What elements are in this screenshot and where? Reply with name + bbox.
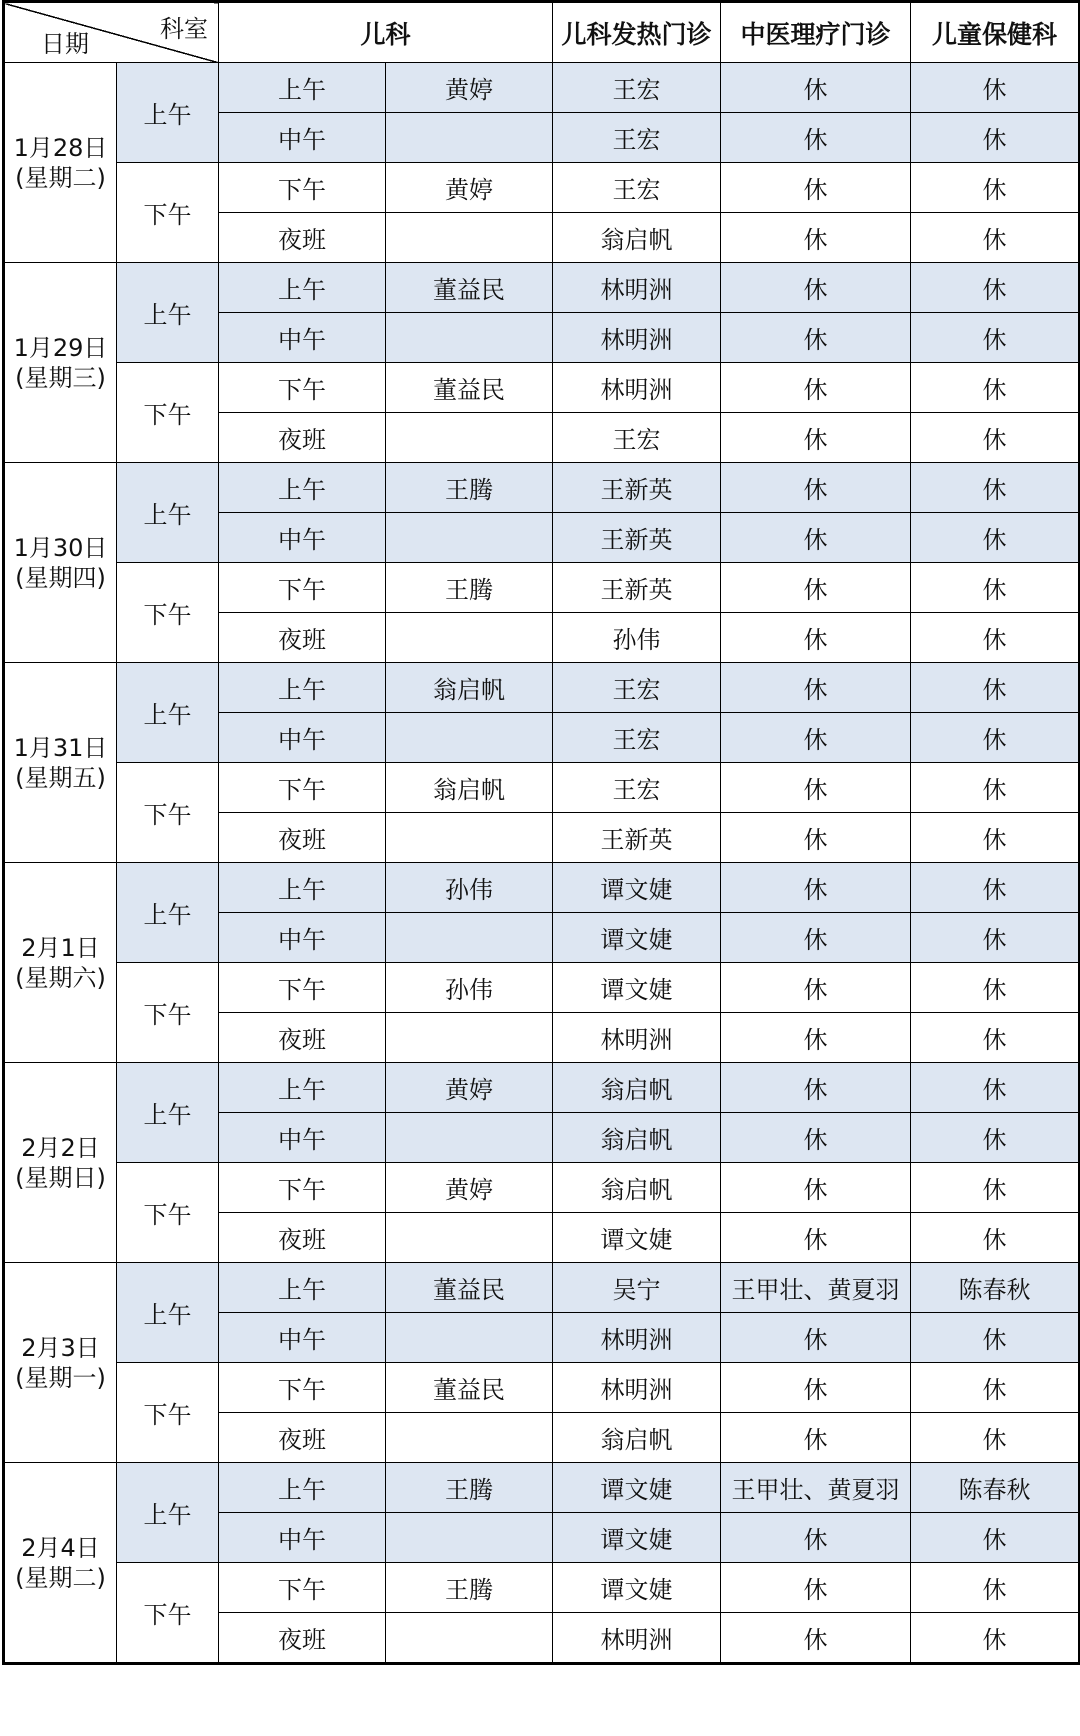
date-cell [4, 863, 117, 1063]
table-row [4, 563, 1080, 613]
pediatrics-doctor-cell [386, 1513, 553, 1563]
pediatrics-doctor-cell: 黄婷 [386, 1163, 553, 1213]
child-health-cell: 休 [911, 113, 1080, 163]
fever-clinic-doctor-cell: 王新英 [553, 563, 721, 613]
child-health-cell: 休 [911, 463, 1080, 513]
duty-schedule-table [2, 0, 1080, 1665]
half-day-cell: 上午 [117, 263, 219, 363]
child-health-cell: 休 [911, 1513, 1080, 1563]
fever-clinic-doctor-cell: 谭文婕 [553, 863, 721, 913]
table-row [4, 363, 1080, 413]
fever-clinic-doctor-cell: 翁启帆 [553, 1163, 721, 1213]
child-health-cell: 休 [911, 313, 1080, 363]
child-health-cell: 休 [911, 613, 1080, 663]
pediatrics-doctor-cell: 王腾 [386, 1563, 553, 1613]
col-header-pediatrics: 儿科 [219, 2, 553, 63]
date-label: 1月29日 [13, 333, 108, 362]
fever-clinic-doctor-cell: 林明洲 [553, 313, 721, 363]
child-health-cell: 休 [911, 1213, 1080, 1263]
date-label: 1月28日 [13, 133, 108, 162]
table-row [4, 63, 1080, 113]
date-label: 2月2日 [21, 1133, 100, 1162]
half-day-cell: 上午 [117, 463, 219, 563]
weekday-label: (星期日) [15, 1163, 106, 1192]
slot-cell: 上午 [219, 663, 386, 713]
table-row [4, 1163, 1080, 1213]
child-health-cell: 休 [911, 1163, 1080, 1213]
weekday-label: (星期二) [15, 1563, 106, 1592]
slot-cell: 下午 [219, 763, 386, 813]
table-row [4, 1263, 1080, 1313]
pediatrics-doctor-cell [386, 213, 553, 263]
child-health-cell: 休 [911, 1613, 1080, 1664]
slot-cell: 中午 [219, 513, 386, 563]
slot-cell: 下午 [219, 563, 386, 613]
tcm-therapy-cell: 休 [721, 1113, 911, 1163]
pediatrics-doctor-cell [386, 1213, 553, 1263]
fever-clinic-doctor-cell: 王新英 [553, 463, 721, 513]
fever-clinic-doctor-cell: 翁启帆 [553, 1113, 721, 1163]
slot-cell: 上午 [219, 263, 386, 313]
date-cell [4, 463, 117, 663]
tcm-therapy-cell: 休 [721, 1513, 911, 1563]
fever-clinic-doctor-cell: 翁启帆 [553, 213, 721, 263]
date-cell [4, 1063, 117, 1263]
fever-clinic-doctor-cell: 王新英 [553, 513, 721, 563]
corner-date-label: 日期 [41, 30, 89, 58]
fever-clinic-doctor-cell: 林明洲 [553, 363, 721, 413]
child-health-cell: 休 [911, 363, 1080, 413]
tcm-therapy-cell: 休 [721, 663, 911, 713]
slot-cell: 中午 [219, 1313, 386, 1363]
slot-cell: 夜班 [219, 813, 386, 863]
slot-cell: 上午 [219, 1063, 386, 1113]
half-day-cell: 上午 [117, 663, 219, 763]
pediatrics-doctor-cell [386, 1113, 553, 1163]
tcm-therapy-cell: 休 [721, 313, 911, 363]
slot-cell: 下午 [219, 163, 386, 213]
fever-clinic-doctor-cell: 林明洲 [553, 1013, 721, 1063]
weekday-label: (星期一) [15, 1363, 106, 1392]
tcm-therapy-cell: 休 [721, 1613, 911, 1664]
tcm-therapy-cell: 休 [721, 1013, 911, 1063]
tcm-therapy-cell: 休 [721, 413, 911, 463]
child-health-cell: 休 [911, 913, 1080, 963]
pediatrics-doctor-cell: 董益民 [386, 1263, 553, 1313]
date-label: 2月4日 [21, 1533, 100, 1562]
tcm-therapy-cell: 休 [721, 563, 911, 613]
tcm-therapy-cell: 休 [721, 813, 911, 863]
tcm-therapy-cell: 休 [721, 1413, 911, 1463]
pediatrics-doctor-cell: 黄婷 [386, 1063, 553, 1113]
table-row [4, 963, 1080, 1013]
fever-clinic-doctor-cell: 王宏 [553, 663, 721, 713]
table-row [4, 1463, 1080, 1513]
child-health-cell: 休 [911, 713, 1080, 763]
fever-clinic-doctor-cell: 谭文婕 [553, 1463, 721, 1513]
header-row [4, 2, 1080, 63]
half-day-cell: 上午 [117, 1463, 219, 1563]
pediatrics-doctor-cell: 黄婷 [386, 163, 553, 213]
half-day-cell: 下午 [117, 563, 219, 663]
slot-cell: 中午 [219, 913, 386, 963]
child-health-cell: 休 [911, 763, 1080, 813]
child-health-cell: 休 [911, 663, 1080, 713]
child-health-cell: 休 [911, 863, 1080, 913]
pediatrics-doctor-cell [386, 113, 553, 163]
half-day-cell: 下午 [117, 363, 219, 463]
child-health-cell: 陈春秋 [911, 1263, 1080, 1313]
table-row [4, 863, 1080, 913]
fever-clinic-doctor-cell: 林明洲 [553, 1613, 721, 1664]
slot-cell: 下午 [219, 963, 386, 1013]
slot-cell: 下午 [219, 1563, 386, 1613]
tcm-therapy-cell: 休 [721, 1363, 911, 1413]
slot-cell: 夜班 [219, 1213, 386, 1263]
tcm-therapy-cell: 王甲壮、黄夏羽 [721, 1463, 911, 1513]
pediatrics-doctor-cell: 王腾 [386, 463, 553, 513]
child-health-cell: 休 [911, 1013, 1080, 1063]
pediatrics-doctor-cell: 董益民 [386, 1363, 553, 1413]
schedule-body [4, 63, 1080, 1664]
weekday-label: (星期三) [15, 363, 106, 392]
weekday-label: (星期六) [15, 963, 106, 992]
tcm-therapy-cell: 休 [721, 1063, 911, 1113]
child-health-cell: 休 [911, 263, 1080, 313]
child-health-cell: 休 [911, 213, 1080, 263]
fever-clinic-doctor-cell: 林明洲 [553, 263, 721, 313]
tcm-therapy-cell: 休 [721, 463, 911, 513]
fever-clinic-doctor-cell: 孙伟 [553, 613, 721, 663]
fever-clinic-doctor-cell: 王宏 [553, 763, 721, 813]
tcm-therapy-cell: 休 [721, 163, 911, 213]
half-day-cell: 下午 [117, 1563, 219, 1664]
tcm-therapy-cell: 休 [721, 1163, 911, 1213]
fever-clinic-doctor-cell: 翁启帆 [553, 1413, 721, 1463]
col-header-tcm-therapy: 中医理疗门诊 [721, 2, 911, 63]
date-cell [4, 263, 117, 463]
pediatrics-doctor-cell: 翁启帆 [386, 663, 553, 713]
tcm-therapy-cell: 休 [721, 263, 911, 313]
weekday-label: (星期五) [15, 763, 106, 792]
fever-clinic-doctor-cell: 王宏 [553, 163, 721, 213]
fever-clinic-doctor-cell: 林明洲 [553, 1363, 721, 1413]
table-row [4, 1363, 1080, 1413]
half-day-cell: 下午 [117, 1363, 219, 1463]
child-health-cell: 休 [911, 1063, 1080, 1113]
child-health-cell: 休 [911, 513, 1080, 563]
fever-clinic-doctor-cell: 王新英 [553, 813, 721, 863]
tcm-therapy-cell: 休 [721, 363, 911, 413]
slot-cell: 夜班 [219, 413, 386, 463]
slot-cell: 上午 [219, 863, 386, 913]
tcm-therapy-cell: 休 [721, 513, 911, 563]
child-health-cell: 休 [911, 813, 1080, 863]
table-row [4, 263, 1080, 313]
fever-clinic-doctor-cell: 王宏 [553, 113, 721, 163]
weekday-label: (星期四) [15, 563, 106, 592]
date-label: 1月30日 [13, 533, 108, 562]
child-health-cell: 休 [911, 563, 1080, 613]
slot-cell: 上午 [219, 63, 386, 113]
pediatrics-doctor-cell [386, 1313, 553, 1363]
fever-clinic-doctor-cell: 谭文婕 [553, 1513, 721, 1563]
pediatrics-doctor-cell [386, 1013, 553, 1063]
col-header-child-health: 儿童保健科 [911, 2, 1080, 63]
corner-dept-label: 科室 [160, 15, 208, 43]
slot-cell: 中午 [219, 1113, 386, 1163]
tcm-therapy-cell: 休 [721, 963, 911, 1013]
table-row [4, 1563, 1080, 1613]
slot-cell: 下午 [219, 363, 386, 413]
slot-cell: 中午 [219, 1513, 386, 1563]
tcm-therapy-cell: 休 [721, 913, 911, 963]
fever-clinic-doctor-cell: 王宏 [553, 63, 721, 113]
pediatrics-doctor-cell: 孙伟 [386, 963, 553, 1013]
half-day-cell: 下午 [117, 163, 219, 263]
child-health-cell: 休 [911, 63, 1080, 113]
fever-clinic-doctor-cell: 谭文婕 [553, 963, 721, 1013]
slot-cell: 上午 [219, 463, 386, 513]
slot-cell: 夜班 [219, 213, 386, 263]
half-day-cell: 下午 [117, 963, 219, 1063]
pediatrics-doctor-cell: 黄婷 [386, 63, 553, 113]
table-row [4, 763, 1080, 813]
tcm-therapy-cell: 王甲壮、黄夏羽 [721, 1263, 911, 1313]
slot-cell: 中午 [219, 313, 386, 363]
table-row [4, 663, 1080, 713]
pediatrics-doctor-cell: 王腾 [386, 1463, 553, 1513]
pediatrics-doctor-cell: 孙伟 [386, 863, 553, 913]
half-day-cell: 上午 [117, 1063, 219, 1163]
pediatrics-doctor-cell [386, 413, 553, 463]
pediatrics-doctor-cell [386, 813, 553, 863]
fever-clinic-doctor-cell: 谭文婕 [553, 1213, 721, 1263]
child-health-cell: 休 [911, 413, 1080, 463]
pediatrics-doctor-cell: 翁启帆 [386, 763, 553, 813]
pediatrics-doctor-cell: 王腾 [386, 563, 553, 613]
col-header-fever-clinic: 儿科发热门诊 [553, 2, 721, 63]
table-row [4, 1063, 1080, 1113]
slot-cell: 上午 [219, 1463, 386, 1513]
pediatrics-doctor-cell [386, 613, 553, 663]
table-row [4, 163, 1080, 213]
child-health-cell: 休 [911, 1113, 1080, 1163]
fever-clinic-doctor-cell: 吴宁 [553, 1263, 721, 1313]
fever-clinic-doctor-cell: 谭文婕 [553, 913, 721, 963]
slot-cell: 夜班 [219, 1013, 386, 1063]
half-day-cell: 上午 [117, 863, 219, 963]
half-day-cell: 上午 [117, 63, 219, 163]
tcm-therapy-cell: 休 [721, 763, 911, 813]
child-health-cell: 休 [911, 1413, 1080, 1463]
tcm-therapy-cell: 休 [721, 713, 911, 763]
date-cell [4, 663, 117, 863]
child-health-cell: 休 [911, 963, 1080, 1013]
weekday-label: (星期二) [15, 163, 106, 192]
pediatrics-doctor-cell [386, 713, 553, 763]
slot-cell: 下午 [219, 1163, 386, 1213]
corner-header [4, 2, 219, 63]
table-row [4, 463, 1080, 513]
slot-cell: 夜班 [219, 1613, 386, 1664]
date-cell [4, 63, 117, 263]
slot-cell: 中午 [219, 113, 386, 163]
tcm-therapy-cell: 休 [721, 613, 911, 663]
pediatrics-doctor-cell [386, 913, 553, 963]
tcm-therapy-cell: 休 [721, 1213, 911, 1263]
date-label: 2月1日 [21, 933, 100, 962]
half-day-cell: 上午 [117, 1263, 219, 1363]
pediatrics-doctor-cell [386, 1613, 553, 1664]
date-label: 2月3日 [21, 1333, 100, 1362]
fever-clinic-doctor-cell: 林明洲 [553, 1313, 721, 1363]
pediatrics-doctor-cell: 董益民 [386, 363, 553, 413]
tcm-therapy-cell: 休 [721, 63, 911, 113]
child-health-cell: 陈春秋 [911, 1463, 1080, 1513]
half-day-cell: 下午 [117, 1163, 219, 1263]
pediatrics-doctor-cell: 董益民 [386, 263, 553, 313]
pediatrics-doctor-cell [386, 513, 553, 563]
slot-cell: 夜班 [219, 1413, 386, 1463]
tcm-therapy-cell: 休 [721, 863, 911, 913]
date-cell [4, 1263, 117, 1463]
slot-cell: 夜班 [219, 613, 386, 663]
child-health-cell: 休 [911, 1363, 1080, 1413]
tcm-therapy-cell: 休 [721, 113, 911, 163]
slot-cell: 下午 [219, 1363, 386, 1413]
child-health-cell: 休 [911, 163, 1080, 213]
tcm-therapy-cell: 休 [721, 213, 911, 263]
slot-cell: 上午 [219, 1263, 386, 1313]
pediatrics-doctor-cell [386, 313, 553, 363]
slot-cell: 中午 [219, 713, 386, 763]
tcm-therapy-cell: 休 [721, 1563, 911, 1613]
tcm-therapy-cell: 休 [721, 1313, 911, 1363]
date-cell [4, 1463, 117, 1664]
child-health-cell: 休 [911, 1313, 1080, 1363]
child-health-cell: 休 [911, 1563, 1080, 1613]
fever-clinic-doctor-cell: 翁启帆 [553, 1063, 721, 1113]
fever-clinic-doctor-cell: 王宏 [553, 713, 721, 763]
date-label: 1月31日 [13, 733, 108, 762]
fever-clinic-doctor-cell: 王宏 [553, 413, 721, 463]
pediatrics-doctor-cell [386, 1413, 553, 1463]
fever-clinic-doctor-cell: 谭文婕 [553, 1563, 721, 1613]
half-day-cell: 下午 [117, 763, 219, 863]
